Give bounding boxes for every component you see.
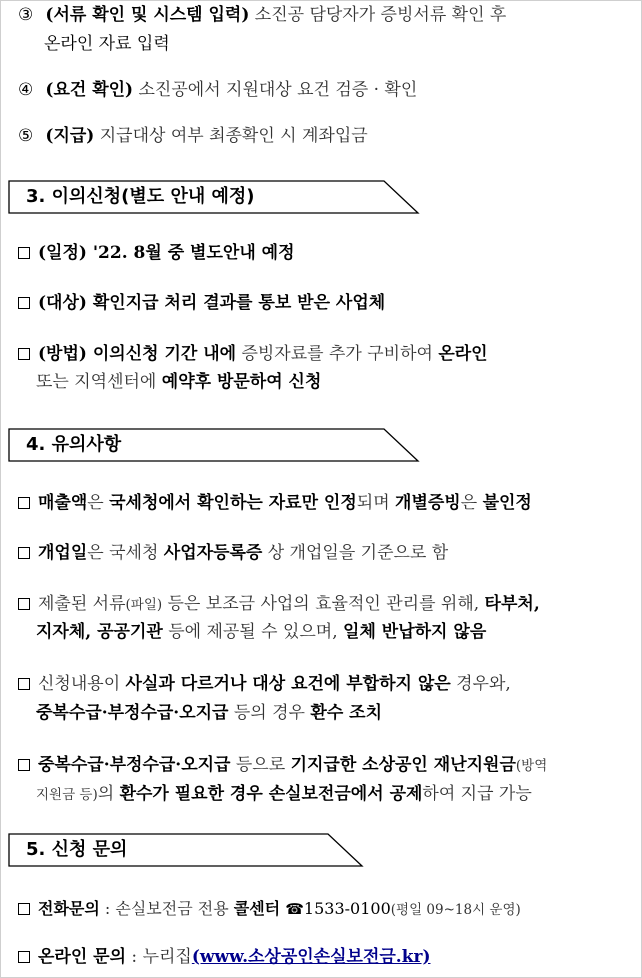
step-3 xyxy=(18,2,638,28)
section-5-heading xyxy=(8,833,364,867)
step-5 xyxy=(18,123,638,149)
step-title: (서류 확인 및 시스템 입력) xyxy=(45,5,250,25)
item-bold: 타부처, xyxy=(484,594,540,614)
item-text: : 손실보전금 전용 xyxy=(99,899,234,918)
item-text: 경우와, xyxy=(450,674,511,694)
item-bold: 콜센터 xyxy=(233,899,281,918)
checkbox-square-icon xyxy=(18,297,30,309)
section-4-item-deduction-continuation xyxy=(36,781,638,808)
section-3-item-schedule xyxy=(18,240,638,266)
section-4-title: 4. 유의사항 xyxy=(26,434,122,455)
item-bold: 개별증빙 xyxy=(395,493,461,513)
website-link[interactable]: (www.소상공인손실보전금.kr) xyxy=(191,947,431,967)
item-bold: 환수가 필요한 경우 손실보전금에서 공제 xyxy=(119,784,423,804)
section-4-item-open-date xyxy=(18,540,638,566)
item-bold: 국세청에서 확인하는 자료만 인정 xyxy=(109,493,357,513)
item-text: 하여 지급 가능 xyxy=(422,784,532,804)
checkbox-square-icon xyxy=(18,547,30,559)
section-5-phone-inquiry xyxy=(18,896,638,923)
checkbox-square-icon xyxy=(18,598,30,610)
section-4-item-documents xyxy=(18,591,638,618)
checkbox-square-icon xyxy=(18,678,30,690)
item-small-text: 지원금 등) xyxy=(36,787,98,803)
item-text: 의 xyxy=(97,784,120,804)
item-bold: 전화문의 xyxy=(38,899,100,918)
item-small-text: (방역 xyxy=(515,758,548,774)
item-text: 은 xyxy=(460,493,483,513)
item-bold: 중복수급·부정수급·오지급 xyxy=(36,703,229,723)
item-text: 되며 xyxy=(356,493,396,513)
section-3-item-target xyxy=(18,290,638,316)
item-bold: 매출액 xyxy=(38,493,88,513)
item-text: 등의 경우 xyxy=(228,703,311,723)
item-text: 신청내용이 xyxy=(38,674,126,694)
section-4-item-deduction xyxy=(18,752,638,779)
item-bold: 사실과 다르거나 대상 요건에 부합하지 않은 xyxy=(125,674,451,694)
step-3-continuation: 온라인 자료 입력 xyxy=(44,34,170,54)
item-bold: 일체 반납하지 않음 xyxy=(343,622,487,642)
item-bold: 개업일 xyxy=(38,543,88,563)
item-small-text: (파일) xyxy=(125,597,163,613)
item-bold: 지자체, 공공기관 xyxy=(36,622,163,642)
item-text: 상 개업일을 기준으로 함 xyxy=(262,543,449,563)
step-title: (요건 확인) xyxy=(45,80,134,100)
step-number: ④ xyxy=(18,80,34,100)
step-text: 소진공 담당자가 증빙서류 확인 후 xyxy=(249,5,507,25)
item-bold: 온라인 문의 xyxy=(38,947,127,967)
item-text: : 누리집 xyxy=(126,947,192,967)
item-text: 등은 보조금 사업의 효율적인 관리를 위해, xyxy=(162,594,485,614)
step-text: 소진공에서 지원대상 요건 검증 · 확인 xyxy=(133,80,418,100)
item-text: 등에 제공될 수 있으며, xyxy=(162,622,344,642)
item-text: 등으로 xyxy=(230,755,291,775)
item-bold: 사업자등록증 xyxy=(163,543,263,563)
step-title: (지급) xyxy=(45,126,95,146)
step-text: 지급대상 여부 최종확인 시 계좌입금 xyxy=(94,126,368,146)
step-number: ⑤ xyxy=(18,126,34,146)
section-5-title: 5. 신청 문의 xyxy=(26,839,128,860)
item-text: (일정) '22. 8월 중 별도안내 예정 xyxy=(38,243,295,263)
item-small-text: (평일 09~18시 운영) xyxy=(390,902,521,918)
item-text: (대상) 확인지급 처리 결과를 통보 받은 사업체 xyxy=(38,293,386,313)
section-4-item-refund xyxy=(18,671,638,697)
phone-number[interactable]: 1533-0100 xyxy=(303,899,391,918)
checkbox-square-icon xyxy=(18,497,30,509)
item-bold: 중복수급·부정수급·오지급 xyxy=(38,755,231,775)
checkbox-square-icon xyxy=(18,348,30,360)
item-bold: 온라인 xyxy=(438,344,488,364)
checkbox-square-icon xyxy=(18,903,30,915)
item-text: 은 xyxy=(87,493,110,513)
item-bold: 환수 조치 xyxy=(310,703,382,723)
section-4-heading xyxy=(8,428,420,462)
step-number: ③ xyxy=(18,5,34,25)
section-3-item-method-continuation xyxy=(36,369,638,395)
item-text: 또는 지역센터에 xyxy=(36,372,162,392)
item-text: 은 국세청 xyxy=(87,543,164,563)
item-bold: 예약후 방문하여 신청 xyxy=(161,372,322,392)
checkbox-square-icon xyxy=(18,951,30,963)
checkbox-square-icon xyxy=(18,247,30,259)
item-bold: 기지급한 소상공인 재난지원금 xyxy=(290,755,516,775)
item-title: (방법) 이의신청 기간 내에 xyxy=(38,344,237,364)
item-text: 증빙자료를 추가 구비하여 xyxy=(236,344,439,364)
section-3-title: 3. 이의신청(별도 안내 예정) xyxy=(26,186,255,207)
step-4 xyxy=(18,77,638,103)
phone-icon: ☎ xyxy=(285,900,304,918)
section-4-item-sales xyxy=(18,490,638,516)
checkbox-square-icon xyxy=(18,759,30,771)
item-text: 제출된 서류 xyxy=(38,594,126,614)
section-5-online-inquiry xyxy=(18,944,638,970)
item-bold: 불인정 xyxy=(482,493,532,513)
section-4-item-refund-continuation xyxy=(36,700,638,726)
section-3-heading xyxy=(8,180,420,214)
section-3-item-method xyxy=(18,341,638,367)
section-4-item-documents-continuation xyxy=(36,619,638,645)
